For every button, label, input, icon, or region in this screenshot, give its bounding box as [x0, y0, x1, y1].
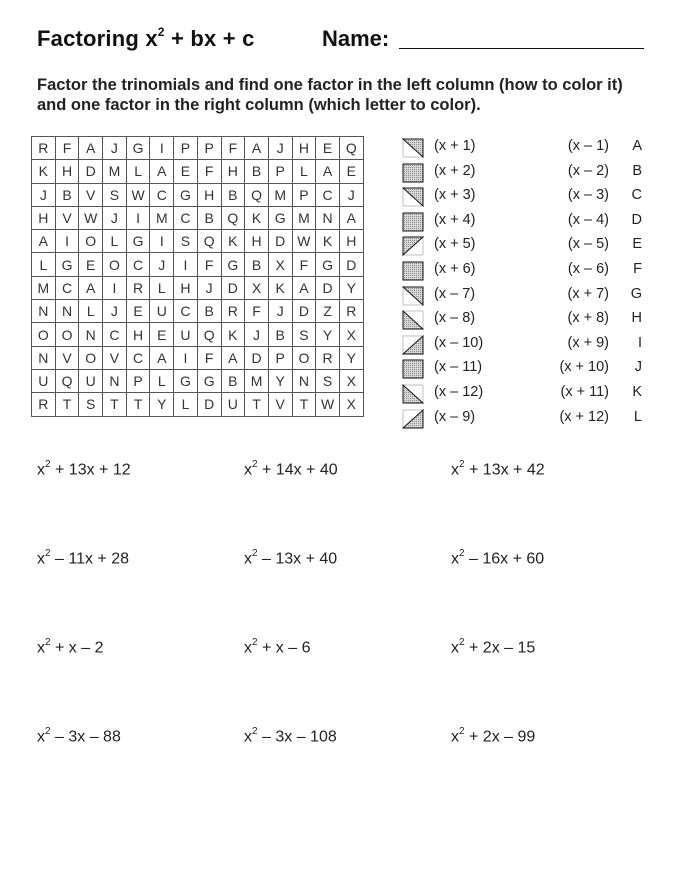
grid-cell[interactable]: C: [126, 346, 150, 369]
shade-pattern-icon: [402, 384, 424, 404]
letter-factor-label: (x – 2): [567, 162, 609, 179]
grid-cell[interactable]: Y: [339, 276, 363, 299]
grid-cell[interactable]: O: [79, 346, 103, 369]
grid-cell[interactable]: P: [268, 346, 292, 369]
grid-cell[interactable]: B: [221, 183, 245, 206]
grid-row: [32, 393, 364, 416]
color-factor-label: (x – 11): [434, 359, 483, 376]
grid-cell[interactable]: Z: [316, 300, 340, 323]
grid-cell[interactable]: F: [197, 253, 221, 276]
color-factor-label: (x – 12): [434, 383, 484, 400]
grid-cell[interactable]: G: [126, 230, 150, 253]
key-letter: E: [632, 236, 642, 253]
grid-cell[interactable]: S: [292, 323, 316, 346]
grid-cell[interactable]: Q: [197, 230, 221, 253]
key-letter: D: [631, 211, 642, 228]
color-factor-label: (x + 3): [434, 187, 476, 204]
grid-cell[interactable]: H: [174, 276, 198, 299]
grid-row: [32, 137, 364, 160]
grid-cell[interactable]: I: [150, 137, 174, 160]
grid-cell[interactable]: L: [103, 230, 127, 253]
grid-cell[interactable]: H: [221, 160, 245, 183]
grid-cell[interactable]: Y: [150, 393, 174, 416]
grid-cell[interactable]: J: [245, 323, 269, 346]
key-row: [402, 333, 647, 358]
grid-cell[interactable]: I: [174, 346, 198, 369]
grid-cell[interactable]: L: [150, 276, 174, 299]
shade-pattern-icon: [402, 335, 424, 355]
grid-cell[interactable]: J: [32, 183, 56, 206]
shade-pattern-icon: [402, 163, 424, 183]
grid-cell[interactable]: R: [339, 300, 363, 323]
grid-cell[interactable]: B: [245, 253, 269, 276]
trinomial-problem: $x^2 - 13x + 40$: [244, 548, 338, 568]
trinomial-problem: $x^2 + x - 6$: [244, 637, 311, 657]
letter-factor-label: (x – 6): [567, 260, 609, 277]
grid-cell[interactable]: S: [174, 230, 198, 253]
grid-cell[interactable]: Q: [55, 369, 79, 392]
grid-cell[interactable]: O: [292, 346, 316, 369]
grid-cell[interactable]: E: [316, 137, 340, 160]
letter-factor-label: (x + 10): [559, 359, 609, 376]
grid-cell[interactable]: V: [268, 393, 292, 416]
grid-cell[interactable]: S: [103, 183, 127, 206]
grid-cell[interactable]: F: [245, 300, 269, 323]
grid-cell[interactable]: C: [174, 206, 198, 229]
grid-cell[interactable]: Q: [221, 206, 245, 229]
grid-cell[interactable]: K: [245, 206, 269, 229]
key-row: [402, 234, 647, 259]
shade-pattern-icon: [402, 286, 424, 306]
shade-pattern-icon: [402, 212, 424, 232]
shade-pattern-icon: [402, 409, 424, 429]
key-letter: C: [631, 187, 642, 204]
color-factor-label: (x – 9): [434, 408, 476, 425]
grid-cell[interactable]: A: [339, 206, 363, 229]
grid-cell[interactable]: K: [32, 160, 56, 183]
grid-cell[interactable]: V: [55, 206, 79, 229]
grid-row: [32, 346, 364, 369]
grid-cell[interactable]: C: [150, 183, 174, 206]
grid-cell[interactable]: N: [32, 346, 56, 369]
grid-cell[interactable]: D: [221, 276, 245, 299]
grid-cell[interactable]: I: [126, 206, 150, 229]
grid-cell[interactable]: B: [55, 183, 79, 206]
grid-cell[interactable]: D: [268, 230, 292, 253]
grid-cell[interactable]: B: [197, 300, 221, 323]
grid-cell[interactable]: F: [197, 160, 221, 183]
key-letter: G: [630, 285, 642, 302]
key-row: [402, 357, 647, 382]
grid-cell[interactable]: G: [174, 369, 198, 392]
key-row: [402, 308, 647, 333]
color-factor-label: (x + 5): [434, 236, 476, 253]
key-letter: J: [634, 359, 642, 376]
grid-row: [32, 323, 364, 346]
grid-row: [32, 369, 364, 392]
grid-cell[interactable]: T: [245, 393, 269, 416]
letter-factor-label: (x – 5): [567, 236, 609, 253]
letter-factor-label: (x + 11): [560, 383, 609, 400]
key-row: [402, 136, 647, 161]
grid-cell[interactable]: B: [268, 323, 292, 346]
grid-cell[interactable]: G: [197, 369, 221, 392]
grid-cell[interactable]: H: [32, 206, 56, 229]
key-row: [402, 382, 647, 407]
grid-cell[interactable]: M: [103, 160, 127, 183]
grid-cell[interactable]: N: [292, 369, 316, 392]
grid-cell[interactable]: H: [245, 230, 269, 253]
grid-cell[interactable]: M: [245, 369, 269, 392]
grid-cell[interactable]: C: [174, 300, 198, 323]
grid-row: [32, 183, 364, 206]
color-factor-label: (x – 7): [434, 285, 476, 302]
grid-cell[interactable]: O: [32, 323, 56, 346]
shade-pattern-icon: [402, 310, 424, 330]
grid-cell[interactable]: Q: [197, 323, 221, 346]
grid-cell[interactable]: L: [126, 160, 150, 183]
grid-cell[interactable]: F: [292, 253, 316, 276]
grid-cell[interactable]: G: [316, 253, 340, 276]
grid-cell[interactable]: X: [268, 253, 292, 276]
grid-cell[interactable]: P: [197, 137, 221, 160]
grid-cell[interactable]: F: [221, 137, 245, 160]
grid-cell[interactable]: C: [55, 276, 79, 299]
grid-cell[interactable]: N: [55, 300, 79, 323]
grid-cell[interactable]: W: [79, 206, 103, 229]
grid-cell[interactable]: V: [55, 346, 79, 369]
grid-cell[interactable]: N: [316, 206, 340, 229]
grid-row: [32, 276, 364, 299]
grid-cell[interactable]: L: [32, 253, 56, 276]
shade-pattern-icon: [402, 187, 424, 207]
grid-cell[interactable]: N: [103, 369, 127, 392]
trinomial-problem: $x^2 + 14x + 40$: [244, 459, 338, 479]
worksheet-title: Factoring $x^2$ + bx + c: [37, 24, 255, 51]
letter-factor-label: (x + 8): [567, 310, 609, 327]
grid-cell[interactable]: P: [268, 160, 292, 183]
key-letter: K: [632, 383, 642, 400]
key-row: [402, 259, 647, 284]
key-letter: I: [637, 334, 642, 351]
grid-cell[interactable]: U: [150, 300, 174, 323]
grid-cell[interactable]: J: [339, 183, 363, 206]
grid-cell[interactable]: I: [103, 276, 127, 299]
grid-cell[interactable]: R: [32, 137, 56, 160]
grid-cell[interactable]: H: [292, 137, 316, 160]
grid-cell[interactable]: L: [79, 300, 103, 323]
grid-cell[interactable]: J: [268, 137, 292, 160]
color-factor-label: (x – 10): [434, 334, 484, 351]
grid-cell[interactable]: A: [150, 346, 174, 369]
grid-cell[interactable]: K: [221, 323, 245, 346]
letter-factor-label: (x + 9): [567, 334, 609, 351]
grid-cell[interactable]: A: [245, 137, 269, 160]
grid-cell[interactable]: M: [32, 276, 56, 299]
grid-row: [32, 300, 364, 323]
grid-cell[interactable]: D: [339, 253, 363, 276]
grid-cell[interactable]: A: [292, 276, 316, 299]
grid-cell[interactable]: P: [174, 137, 198, 160]
grid-cell[interactable]: G: [55, 253, 79, 276]
grid-cell[interactable]: E: [150, 323, 174, 346]
trinomial-problem: $x^2 - 11x + 28$: [37, 548, 129, 568]
grid-cell[interactable]: Q: [339, 137, 363, 160]
grid-cell[interactable]: D: [197, 393, 221, 416]
grid-cell[interactable]: E: [79, 253, 103, 276]
grid-cell[interactable]: U: [79, 369, 103, 392]
grid-cell[interactable]: X: [339, 393, 363, 416]
trinomial-problem: $x^2 + 2x - 15$: [451, 637, 536, 657]
grid-cell[interactable]: C: [126, 253, 150, 276]
key-letter: B: [632, 162, 642, 179]
color-factor-label: (x + 1): [434, 138, 476, 154]
grid-cell[interactable]: T: [55, 393, 79, 416]
instructions: Factor the trinomials and find one factor in the left column (how to color it) and one factor in the right column (which letter to color).: [37, 76, 623, 114]
grid-cell[interactable]: H: [339, 230, 363, 253]
trinomial-problem: $x^2 - 3x - 108$: [244, 726, 337, 746]
grid-cell[interactable]: K: [221, 230, 245, 253]
shade-pattern-icon: [402, 236, 424, 256]
grid-cell[interactable]: P: [126, 369, 150, 392]
grid-cell[interactable]: W: [292, 230, 316, 253]
trinomial-problem: $x^2 + x - 2$: [37, 637, 104, 657]
key-row: [402, 407, 647, 432]
letter-factor-label: (x + 7): [567, 285, 609, 302]
trinomial-problem: $x^2 - 16x + 60$: [451, 548, 545, 568]
grid-cell[interactable]: E: [174, 160, 198, 183]
grid-cell[interactable]: U: [221, 393, 245, 416]
grid-cell[interactable]: Q: [245, 183, 269, 206]
key-letter: A: [632, 138, 642, 154]
key-letter: L: [633, 408, 642, 425]
key-letter: H: [631, 310, 642, 327]
grid-cell[interactable]: Y: [339, 346, 363, 369]
letter-grid: [31, 136, 364, 417]
grid-cell[interactable]: X: [339, 369, 363, 392]
name-label: Name:: [322, 26, 390, 51]
trinomial-problem: $x^2 + 13x + 42$: [451, 459, 545, 479]
grid-cell[interactable]: B: [221, 369, 245, 392]
grid-cell[interactable]: R: [32, 393, 56, 416]
problem-list: [37, 460, 657, 760]
grid-cell[interactable]: D: [316, 276, 340, 299]
grid-cell[interactable]: G: [221, 253, 245, 276]
grid-cell[interactable]: U: [32, 369, 56, 392]
grid-cell[interactable]: S: [79, 393, 103, 416]
grid-cell[interactable]: D: [79, 160, 103, 183]
grid-row: [32, 206, 364, 229]
grid-cell[interactable]: G: [268, 206, 292, 229]
letter-factor-label: (x – 3): [567, 187, 609, 204]
key-letter: F: [633, 260, 642, 277]
grid-cell[interactable]: A: [316, 160, 340, 183]
grid-cell[interactable]: T: [292, 393, 316, 416]
grid-cell[interactable]: A: [79, 276, 103, 299]
grid-cell[interactable]: C: [103, 323, 127, 346]
key-row: [402, 185, 647, 210]
grid-cell[interactable]: H: [126, 323, 150, 346]
shade-pattern-icon: [402, 138, 424, 158]
grid-cell[interactable]: K: [268, 276, 292, 299]
trinomial-problem: $x^2 + 2x - 99$: [451, 726, 536, 746]
key-row: [402, 284, 647, 309]
factor-key-list: [402, 136, 647, 431]
grid-cell[interactable]: N: [79, 323, 103, 346]
grid-row: [32, 253, 364, 276]
grid-cell[interactable]: J: [103, 300, 127, 323]
grid-cell[interactable]: B: [197, 206, 221, 229]
grid-cell[interactable]: E: [339, 160, 363, 183]
grid-cell[interactable]: C: [316, 183, 340, 206]
grid-cell[interactable]: Y: [316, 323, 340, 346]
grid-cell[interactable]: J: [268, 300, 292, 323]
grid-cell[interactable]: A: [79, 137, 103, 160]
grid-cell[interactable]: P: [292, 183, 316, 206]
grid-cell[interactable]: R: [221, 300, 245, 323]
grid-cell[interactable]: B: [245, 160, 269, 183]
grid-cell[interactable]: E: [126, 300, 150, 323]
worksheet-header: [37, 26, 657, 60]
grid-cell[interactable]: O: [79, 230, 103, 253]
grid-cell[interactable]: M: [268, 183, 292, 206]
shade-pattern-icon: [402, 359, 424, 379]
grid-cell[interactable]: T: [103, 393, 127, 416]
color-factor-label: (x + 2): [434, 162, 476, 179]
grid-cell[interactable]: V: [103, 346, 127, 369]
key-row: [402, 161, 647, 186]
grid-cell[interactable]: I: [55, 230, 79, 253]
color-factor-label: (x + 6): [434, 260, 476, 277]
grid-cell[interactable]: R: [316, 346, 340, 369]
grid-cell[interactable]: J: [150, 253, 174, 276]
grid-cell[interactable]: M: [292, 206, 316, 229]
grid-cell[interactable]: F: [55, 137, 79, 160]
color-factor-label: (x + 4): [434, 211, 476, 228]
grid-cell[interactable]: T: [126, 393, 150, 416]
letter-factor-label: (x – 1): [567, 138, 609, 154]
grid-cell[interactable]: H: [197, 183, 221, 206]
grid-row: [32, 160, 364, 183]
grid-cell[interactable]: G: [126, 137, 150, 160]
grid-cell[interactable]: A: [32, 230, 56, 253]
grid-cell[interactable]: L: [150, 369, 174, 392]
shade-pattern-icon: [402, 261, 424, 281]
letter-factor-label: (x + 12): [559, 408, 609, 425]
grid-cell[interactable]: J: [103, 206, 127, 229]
grid-cell[interactable]: L: [174, 393, 198, 416]
color-factor-label: (x – 8): [434, 310, 476, 327]
grid-cell[interactable]: A: [150, 160, 174, 183]
key-row: [402, 210, 647, 235]
grid-cell[interactable]: Y: [268, 369, 292, 392]
grid-cell[interactable]: N: [32, 300, 56, 323]
grid-cell[interactable]: L: [292, 160, 316, 183]
grid-cell[interactable]: G: [174, 183, 198, 206]
grid-cell[interactable]: I: [174, 253, 198, 276]
name-blank-line[interactable]: [399, 48, 644, 49]
grid-cell[interactable]: R: [126, 276, 150, 299]
grid-cell[interactable]: J: [197, 276, 221, 299]
grid-cell[interactable]: D: [245, 346, 269, 369]
grid-cell[interactable]: H: [55, 160, 79, 183]
grid-cell[interactable]: U: [174, 323, 198, 346]
trinomial-problem: $x^2 - 3x - 88$: [37, 726, 121, 746]
grid-cell[interactable]: O: [55, 323, 79, 346]
letter-factor-label: (x – 4): [567, 211, 609, 228]
grid-cell[interactable]: M: [150, 206, 174, 229]
grid-row: [32, 230, 364, 253]
grid-cell[interactable]: V: [79, 183, 103, 206]
grid-cell[interactable]: O: [103, 253, 127, 276]
grid-cell[interactable]: X: [339, 323, 363, 346]
grid-cell[interactable]: A: [221, 346, 245, 369]
grid-cell[interactable]: D: [292, 300, 316, 323]
grid-cell[interactable]: X: [245, 276, 269, 299]
grid-cell[interactable]: F: [197, 346, 221, 369]
trinomial-problem: $x^2 + 13x + 12$: [37, 459, 131, 479]
grid-cell[interactable]: S: [316, 369, 340, 392]
grid-cell[interactable]: W: [316, 393, 340, 416]
grid-cell[interactable]: J: [103, 137, 127, 160]
grid-cell[interactable]: I: [150, 230, 174, 253]
grid-cell[interactable]: W: [126, 183, 150, 206]
grid-cell[interactable]: K: [316, 230, 340, 253]
